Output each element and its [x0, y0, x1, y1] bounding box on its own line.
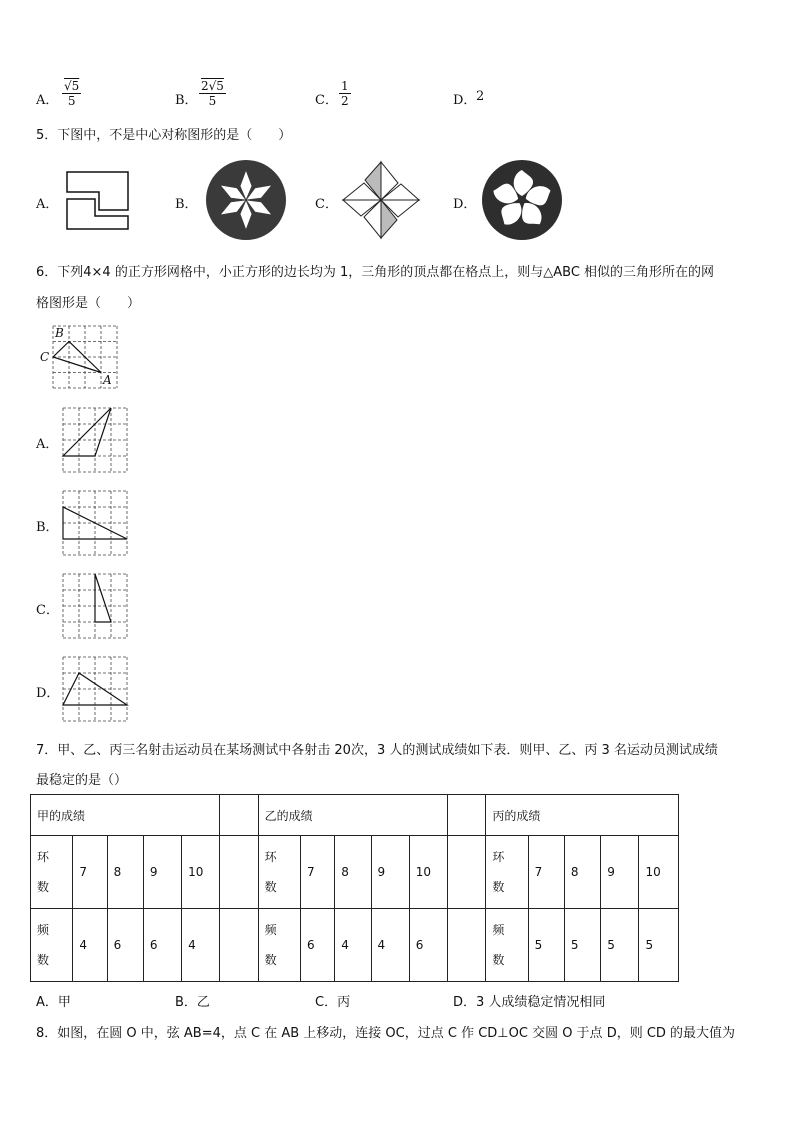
- q6-option-a-label: A．: [36, 437, 59, 452]
- table-cell: 7: [73, 836, 107, 909]
- freq-label-cell: [258, 909, 300, 982]
- q4-option-a-numerator: √5: [64, 79, 80, 93]
- group-jia-title: 甲的成绩: [31, 795, 220, 836]
- table-cell: 10: [639, 836, 679, 909]
- q7-question-line-2: 最稳定的是（）: [36, 773, 128, 788]
- table-cell: 6: [107, 909, 143, 982]
- freq-label-char: 频: [37, 923, 50, 937]
- q4-option-c-fraction: [339, 79, 351, 108]
- q7-scores-table: [30, 794, 679, 982]
- table-cell: 5: [601, 909, 639, 982]
- freq-label-char: 数: [37, 953, 50, 967]
- q6-vertex-b-label: B: [55, 326, 64, 340]
- q4-option-d-label: D．: [453, 93, 477, 108]
- table-cell: 7: [528, 836, 564, 909]
- q6-option-b-grid: [62, 491, 128, 555]
- table-cell: 4: [335, 909, 371, 982]
- q5-option-d-label: D．: [453, 197, 477, 212]
- q4-option-b-label: B．: [175, 93, 198, 108]
- ring-label-char: 数: [264, 880, 277, 894]
- q5-figure-d-bauhinia: [481, 159, 563, 241]
- table-cell: 5: [564, 909, 600, 982]
- freq-label-cell: [31, 909, 73, 982]
- group-yi-title: 乙的成绩: [258, 795, 447, 836]
- q4-option-a-label: A．: [36, 93, 59, 108]
- ring-label-char: 环: [37, 850, 50, 864]
- freq-label-char: 频: [264, 923, 277, 937]
- q4-option-b-fraction: [199, 79, 226, 108]
- ring-label-char: 环: [492, 850, 505, 864]
- q4-option-c-label: C．: [315, 93, 338, 108]
- table-header-row: [31, 795, 679, 836]
- freq-label-char: 频: [492, 923, 505, 937]
- freq-label-char: 数: [492, 953, 505, 967]
- q6-question-line-1: 6．下列4×4 的正方形网格中，小正方形的边长均为 1，三角形的顶点都在格点上，则与△ABC 相似的三角形所在的网: [36, 265, 715, 280]
- q4-option-b-numerator: 2√5: [201, 79, 224, 93]
- q4-option-c-numerator: 1: [341, 79, 349, 93]
- freq-label-char: 数: [264, 953, 277, 967]
- table-row-rings: [31, 836, 679, 909]
- table-cell: 4: [73, 909, 107, 982]
- q5-figure-a: [66, 171, 130, 231]
- q5-option-a-label: A．: [36, 197, 59, 212]
- table-cell: 10: [409, 836, 447, 909]
- ring-label-char: 数: [37, 880, 50, 894]
- group-bing-title: 丙的成绩: [486, 795, 679, 836]
- q5-figure-b-snowflake: [205, 159, 287, 241]
- q4-option-b-denominator: 5: [208, 94, 217, 108]
- q6-vertex-a-label: A: [103, 373, 112, 387]
- q6-option-c-grid: [62, 574, 128, 638]
- table-spacer-cell: [448, 795, 486, 836]
- table-spacer-cell: [448, 909, 486, 982]
- q5-option-c-label: C．: [315, 197, 338, 212]
- q6-vertex-c-label: C: [40, 350, 50, 364]
- q4-option-d-value: 2: [476, 89, 485, 104]
- ring-label-char: 数: [492, 880, 505, 894]
- table-spacer-cell: [220, 909, 258, 982]
- ring-label-cell: [258, 836, 300, 909]
- table-row-frequencies: [31, 909, 679, 982]
- table-cell: 5: [639, 909, 679, 982]
- ring-label-char: 环: [264, 850, 277, 864]
- table-cell: 6: [143, 909, 181, 982]
- q6-option-b-label: B．: [36, 520, 59, 535]
- table-cell: 7: [300, 836, 334, 909]
- table-cell: 6: [409, 909, 447, 982]
- table-cell: 4: [182, 909, 220, 982]
- ring-label-cell: [486, 836, 528, 909]
- q4-option-c-denominator: 2: [341, 94, 349, 108]
- q4-option-a-denominator: 5: [67, 94, 76, 108]
- table-cell: 8: [107, 836, 143, 909]
- table-spacer-cell: [220, 836, 258, 909]
- q7-option-a: A．甲: [36, 995, 71, 1010]
- table-cell: 6: [300, 909, 334, 982]
- freq-label-cell: [486, 909, 528, 982]
- q7-question-line-1: 7．甲、乙、丙三名射击运动员在某场测试中各射击 20次，3 人的测试成绩如下表．则甲、乙、丙 3 名运动员测试成绩: [36, 743, 718, 758]
- table-cell: 9: [143, 836, 181, 909]
- q5-question: 5．下图中，不是中心对称图形的是（ ）: [36, 128, 292, 143]
- q4-option-a-fraction: [62, 79, 81, 108]
- q6-question-line-2: 格图形是（ ）: [36, 296, 141, 311]
- q8-question-line-1: 8．如图，在圆 O 中，弦 AB=4，点 C 在 AB 上移动，连接 OC，过点 C 作 CD⊥OC 交圆 O 于点 D，则 CD 的最大值为: [36, 1026, 736, 1041]
- table-spacer-cell: [220, 795, 258, 836]
- table-cell: 5: [528, 909, 564, 982]
- table-cell: 9: [601, 836, 639, 909]
- q7-option-c: C．丙: [315, 995, 351, 1010]
- q6-option-d-grid: [62, 657, 128, 721]
- q5-figure-c-pinwheel: [342, 160, 420, 240]
- table-cell: 9: [371, 836, 409, 909]
- q6-option-a-grid: [62, 408, 128, 472]
- table-cell: 8: [564, 836, 600, 909]
- q7-option-d: D．3 人成绩稳定情况相同: [453, 995, 606, 1010]
- table-spacer-cell: [448, 836, 486, 909]
- table-cell: 10: [182, 836, 220, 909]
- q5-option-b-label: B．: [175, 197, 198, 212]
- table-cell: 8: [335, 836, 371, 909]
- q6-option-c-label: C．: [36, 603, 59, 618]
- table-cell: 4: [371, 909, 409, 982]
- ring-label-cell: [31, 836, 73, 909]
- q6-option-d-label: D．: [36, 686, 60, 701]
- q7-option-b: B．乙: [175, 995, 210, 1010]
